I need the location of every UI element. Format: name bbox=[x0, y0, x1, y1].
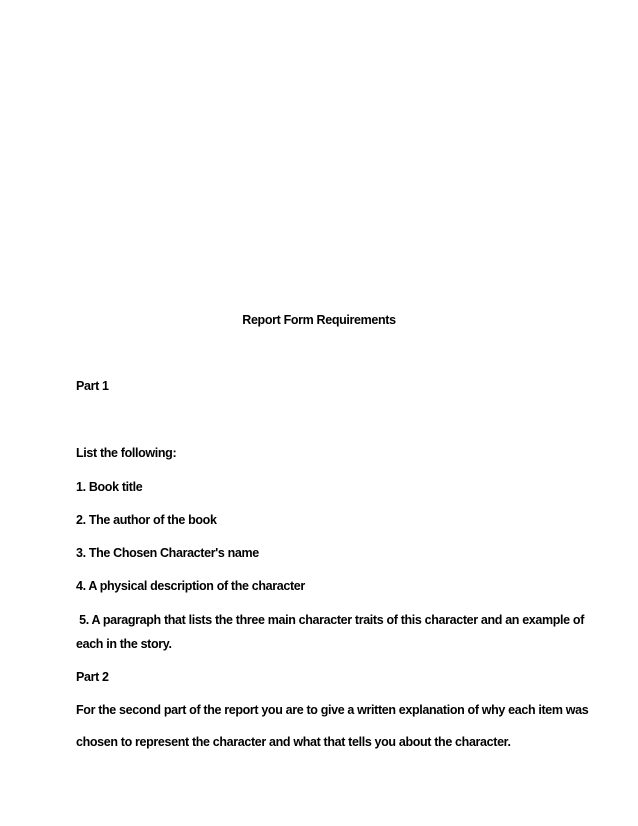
list-item: 1. Book title bbox=[76, 480, 143, 494]
list-intro: List the following: bbox=[76, 446, 177, 460]
part2-heading: Part 2 bbox=[76, 670, 109, 684]
list-item: 4. A physical description of the character bbox=[76, 579, 305, 593]
part2-paragraph-line: chosen to represent the character and what that tells you about the character. bbox=[76, 735, 511, 749]
list-item-continuation: each in the story. bbox=[76, 637, 172, 651]
document-title: Report Form Requirements bbox=[242, 313, 396, 327]
list-item: 2. The author of the book bbox=[76, 513, 217, 527]
part1-heading: Part 1 bbox=[76, 379, 109, 393]
list-item: 5. A paragraph that lists the three main character traits of this character and an example of bbox=[76, 613, 585, 627]
list-item: 3. The Chosen Character's name bbox=[76, 546, 259, 560]
part2-paragraph-line: For the second part of the report you are to give a written explanation of why each item was bbox=[76, 703, 589, 717]
